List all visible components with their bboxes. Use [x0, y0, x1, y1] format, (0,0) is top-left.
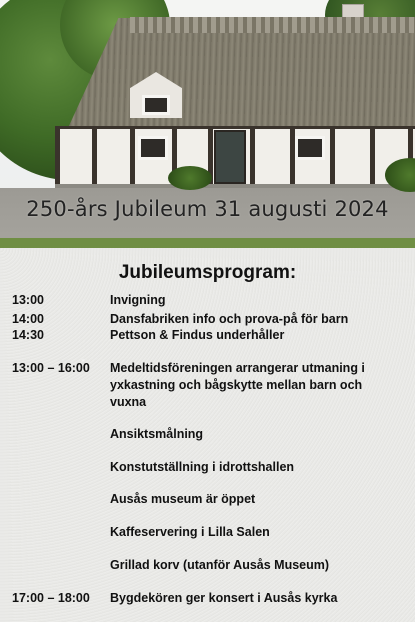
dormer-window — [142, 95, 170, 115]
program-description: Ansiktsmålning — [110, 427, 204, 441]
timber-beam — [330, 126, 335, 187]
program-time: 14:00 — [12, 312, 44, 326]
house-window — [138, 136, 168, 160]
roof-ridge — [130, 17, 415, 33]
program-time: 13:00 – 16:00 — [12, 361, 90, 375]
thatched-roof — [68, 18, 415, 128]
house-photo — [0, 0, 415, 248]
program-heading: Jubileumsprogram: — [118, 262, 297, 283]
program-section — [0, 248, 415, 622]
program-description: Grillad korv (utanför Ausås Museum) — [110, 558, 330, 572]
program-description: Dansfabriken info och prova-på för barn — [110, 312, 349, 326]
house-door — [214, 130, 246, 184]
program-description: Medeltidsföreningen arrangerar utmaning i yxkastning och bågskytte mellan barn och vuxna — [110, 361, 365, 409]
program-description: Kaffeservering i Lilla Salen — [110, 525, 270, 539]
program-description: Ausås museum är öppet — [110, 492, 256, 506]
bush — [168, 166, 212, 190]
program-time: 17:00 – 18:00 — [12, 591, 90, 605]
timber-beam — [130, 126, 135, 187]
timber-beam — [92, 126, 97, 187]
program-description: Bygdekören ger konsert i Ausås kyrka — [110, 591, 338, 605]
house-window — [295, 136, 325, 160]
timber-beam — [370, 126, 375, 187]
program-time: 14:30 — [12, 328, 44, 342]
event-banner: 250-års Jubileum 31 augusti 2024 — [26, 197, 389, 221]
timber-beam — [250, 126, 255, 187]
program-time: 13:00 — [12, 293, 44, 307]
grass-strip — [0, 238, 415, 248]
timber-beam — [55, 126, 60, 187]
program-description: Konstutställning i idrottshallen — [110, 460, 295, 474]
program-description: Pettson & Findus underhåller — [110, 328, 285, 342]
program-description: Invigning — [110, 293, 166, 307]
